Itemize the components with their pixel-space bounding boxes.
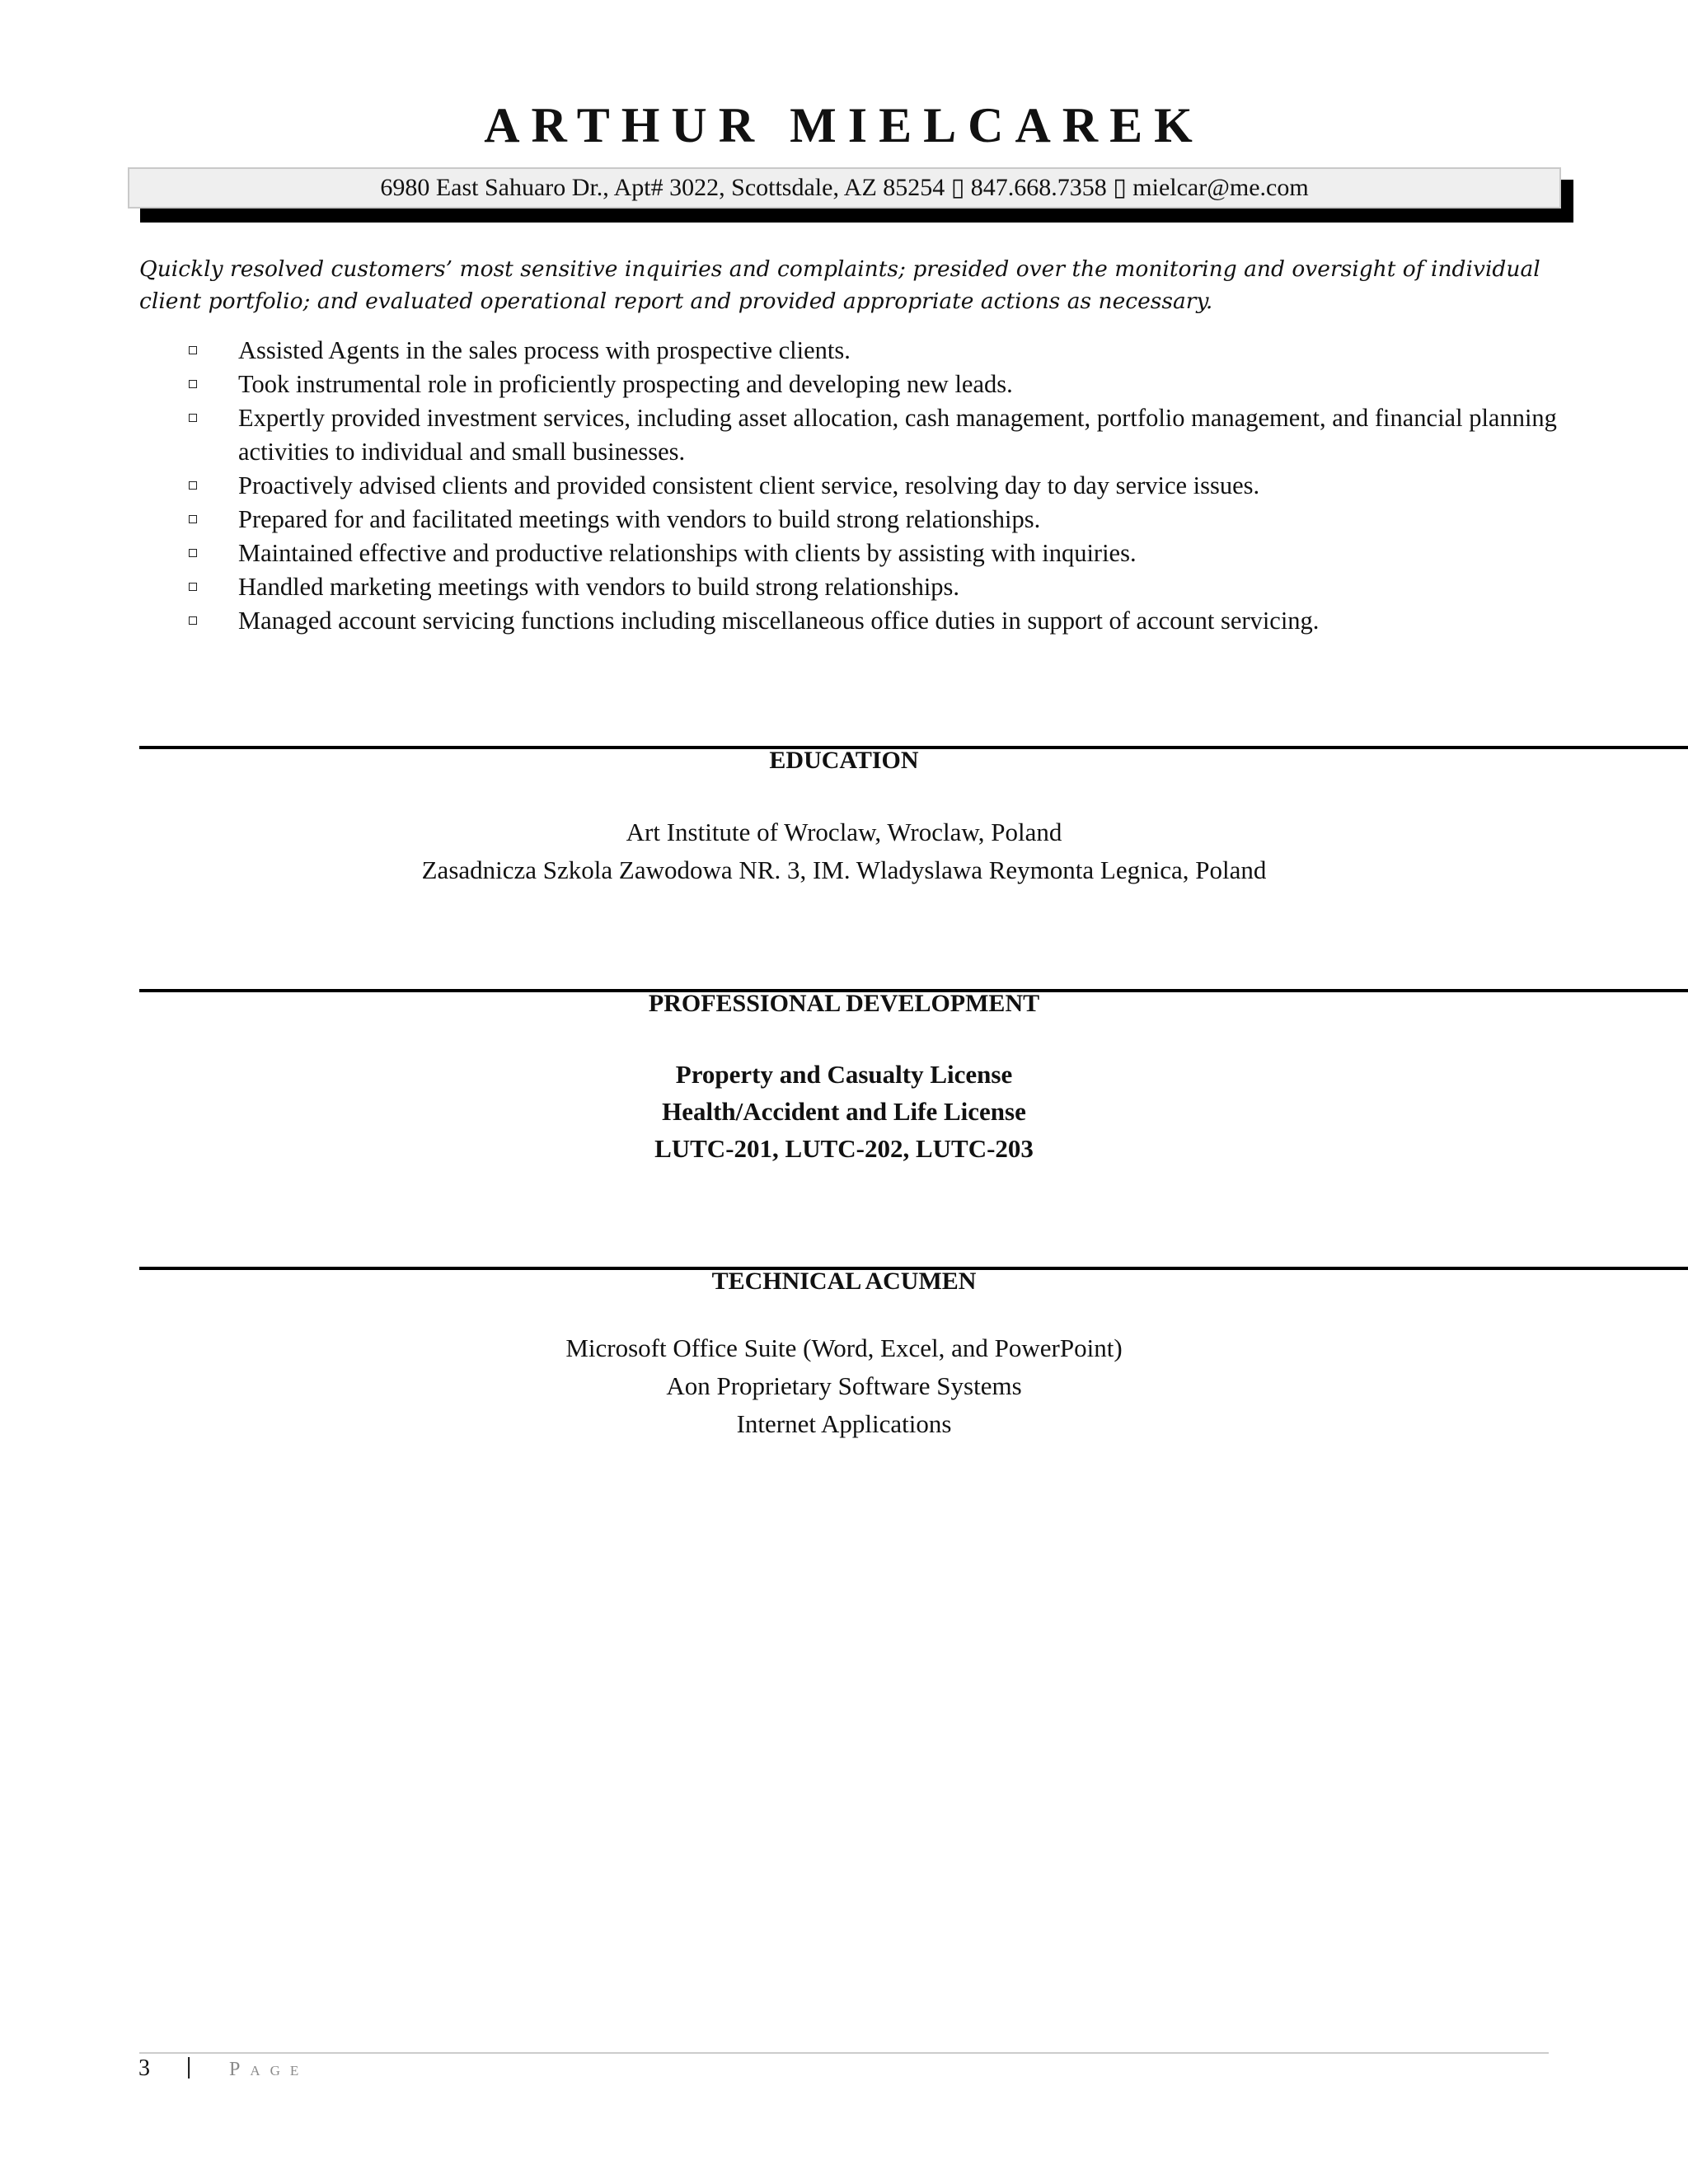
- footer-divider: [139, 2052, 1549, 2054]
- education-heading: EDUCATION: [769, 747, 919, 774]
- license-item: Property and Casualty License: [675, 1060, 1013, 1089]
- square-bullet-icon: [189, 616, 197, 625]
- page-label: Page: [229, 2059, 309, 2080]
- list-item: Maintained effective and productive relationships with clients by assisting with inquiries.: [189, 537, 1573, 570]
- list-item: Proactively advised clients and provided consistent client service, resolving day to day service issues.: [189, 469, 1573, 503]
- page-number: 3: [138, 2055, 150, 2081]
- square-bullet-icon: [189, 583, 197, 591]
- summary-paragraph: Quickly resolved customers’ most sensitive inquiries and complaints; presided over the monitoring and oversight of individual client portfolio; and evaluated operational report and provided appropriate actions as necessary.: [139, 256, 1540, 314]
- technical-item: Internet Applications: [736, 1409, 952, 1438]
- list-item: Prepared for and facilitated meetings with vendors to build strong relationships.: [189, 503, 1573, 537]
- page-separator: |: [186, 2054, 192, 2079]
- license-item: Health/Accident and Life License: [662, 1097, 1026, 1126]
- list-item: Took instrumental role in proficiently prospecting and developing new leads.: [189, 368, 1573, 401]
- education-item: Zasadnicza Szkola Zawodowa NR. 3, IM. Wladyslawa Reymonta Legnica, Poland: [421, 855, 1267, 884]
- square-bullet-icon: [189, 380, 197, 388]
- square-bullet-icon: [189, 549, 197, 557]
- responsibilities-list: [189, 334, 1573, 638]
- list-item: Handled marketing meetings with vendors to build strong relationships.: [189, 570, 1573, 604]
- square-bullet-icon: [189, 481, 197, 490]
- professional-development-heading: PROFESSIONAL DEVELOPMENT: [648, 990, 1040, 1017]
- technical-acumen-heading: TECHNICAL ACUMEN: [711, 1268, 977, 1295]
- education-item: Art Institute of Wroclaw, Wroclaw, Poland: [626, 818, 1062, 846]
- square-bullet-icon: [189, 414, 197, 422]
- square-bullet-icon: [189, 515, 197, 523]
- contact-info: 6980 East Sahuaro Dr., Apt# 3022, Scottsdale, AZ 85254 ▯ 847.668.7358 ▯ mielcar@me.com: [128, 167, 1561, 209]
- candidate-name: ARTHUR MIELCAREK: [484, 98, 1204, 152]
- list-item: Managed account servicing functions including miscellaneous office duties in support of account servicing.: [189, 604, 1573, 638]
- license-item: LUTC-201, LUTC-202, LUTC-203: [654, 1134, 1034, 1163]
- technical-item: Microsoft Office Suite (Word, Excel, and PowerPoint): [565, 1333, 1123, 1362]
- square-bullet-icon: [189, 346, 197, 354]
- technical-item: Aon Proprietary Software Systems: [666, 1371, 1022, 1400]
- list-item: Assisted Agents in the sales process with prospective clients.: [189, 334, 1573, 368]
- list-item: Expertly provided investment services, including asset allocation, cash management, portfolio management, and financial planning activities to individual and small businesses.: [189, 401, 1573, 469]
